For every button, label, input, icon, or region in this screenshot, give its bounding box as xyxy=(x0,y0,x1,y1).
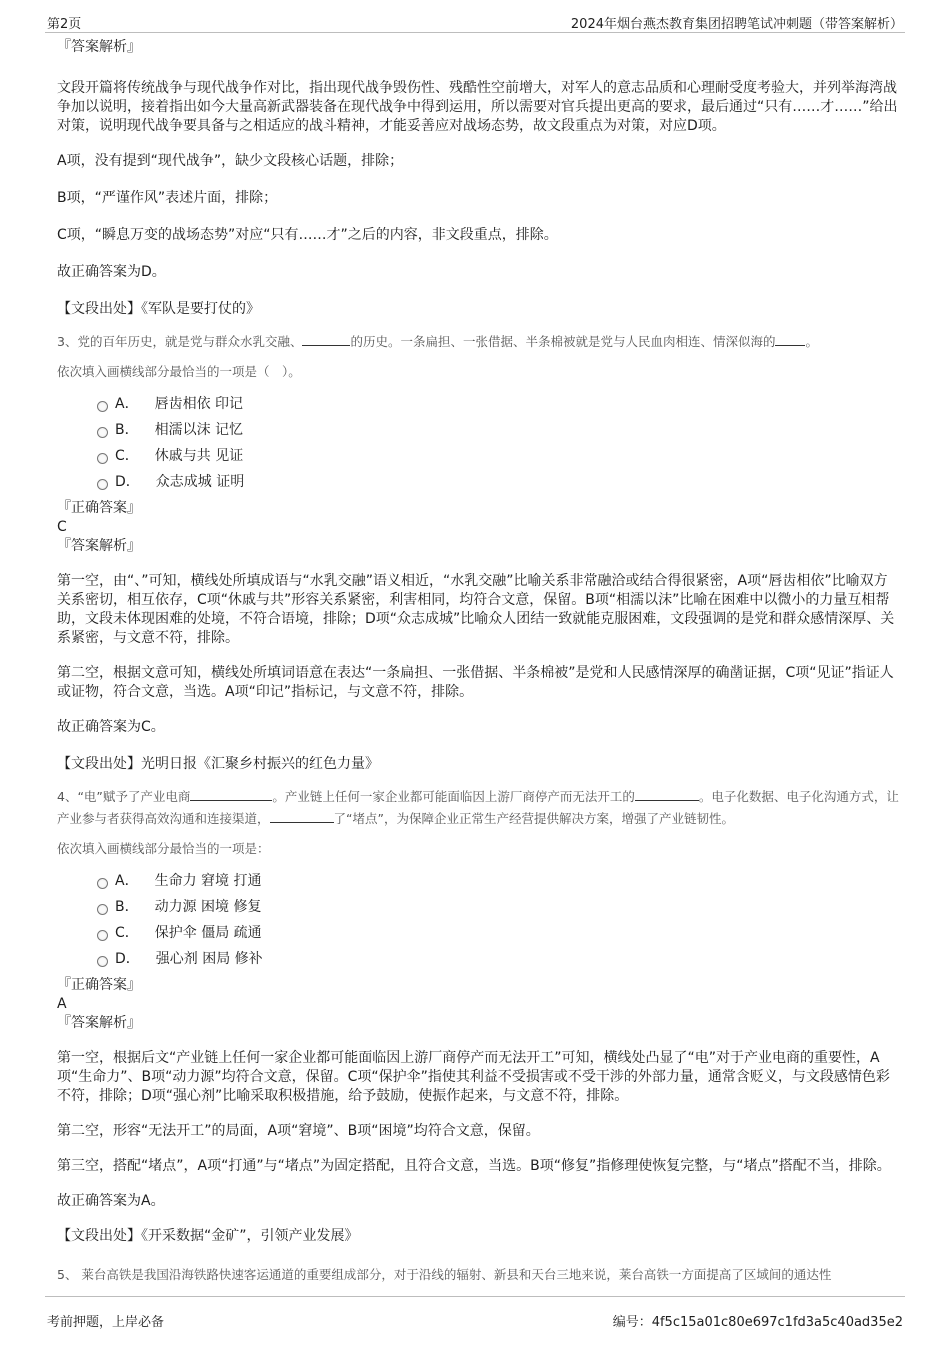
source-citation: 【文段出处】光明日报《汇聚乡村振兴的红色力量》 xyxy=(57,756,379,772)
page-content xyxy=(57,38,899,1296)
analysis-paragraph: 第一空，根据后文“产业链上任何一家企业都可能面临因上游厂商停产而无法开工”可知，横线处凸显了“电”对于产业电商的重要性，A项“生命力”、B项“动力源”均符合文意，保留。C项“保护伞”指使其利益不受损害或不受干涉的外部力量，通常含贬义，与文段感情色彩不符，排除；D项“强心剂”比喻采取积极措施，给予鼓励，使振作起来，与文意不符，排除。 xyxy=(57,1050,890,1104)
question-stem: 3、党的百年历史，就是党与群众水乳交融、 的历史。一条扁担、一张借据、半条棉被就是党与人民血肉相连、情深似海的 。 xyxy=(57,334,818,349)
radio-icon[interactable] xyxy=(97,479,108,490)
question-prompt: 依次填入画横线部分最恰当的一项是（ ）。 xyxy=(57,364,301,379)
analysis-paragraph: A项，没有提到“现代战争”，缺少文段核心话题，排除； xyxy=(57,153,404,169)
radio-icon[interactable] xyxy=(97,930,108,941)
fill-blank xyxy=(190,788,272,801)
option-a[interactable]: A． 生命力 窘境 打通 xyxy=(57,868,899,894)
answer-label: 『正确答案』 xyxy=(57,977,141,993)
option-d[interactable]: D． 众志成城 证明 xyxy=(57,469,899,495)
radio-icon[interactable] xyxy=(97,878,108,889)
option-list xyxy=(57,868,899,972)
analysis-paragraph: B项，“严谨作风”表述片面，排除； xyxy=(57,190,278,206)
fill-blank xyxy=(635,788,699,801)
conclusion: 故正确答案为C。 xyxy=(57,719,165,735)
answer-label: 『正确答案』 xyxy=(57,500,141,516)
analysis-label: 『答案解析』 xyxy=(57,538,141,554)
source-citation: 【文段出处】《军队是要打仗的》 xyxy=(57,301,260,317)
option-c[interactable]: C． 保护伞 僵局 疏通 xyxy=(57,920,899,946)
analysis-paragraph: 第二空，根据文意可知，横线处所填词语意在表达“一条扁担、一张借据、半条棉被”是党和人民感情深厚的确凿证据，C项“见证”指证人或证物，符合文意，当选。A项“印记”指标记，与文意不符，排除。 xyxy=(57,665,894,700)
analysis-label: 『答案解析』 xyxy=(57,39,141,55)
radio-icon[interactable] xyxy=(97,401,108,412)
fill-blank xyxy=(775,333,805,346)
analysis-label: 『答案解析』 xyxy=(57,1015,141,1031)
document-title: 2024年烟台燕杰教育集团招聘笔试冲刺题（带答案解析） xyxy=(570,17,903,32)
option-a[interactable]: A． 唇齿相依 印记 xyxy=(57,391,899,417)
analysis-paragraph: 第二空，形容“无法开工”的局面，A项“窘境”、B项“困境”均符合文意，保留。 xyxy=(57,1123,540,1139)
radio-icon[interactable] xyxy=(97,453,108,464)
conclusion: 故正确答案为A。 xyxy=(57,1193,165,1209)
analysis-paragraph: 文段开篇将传统战争与现代战争作对比，指出现代战争毁伤性、残酷性空前增大，对军人的意志品质和心理耐受度考验大，并列举海湾战争加以说明，接着指出如今大量高新武器装备在现代战争中得到运用，所以需要对官兵提出更高的要求，最后通过“只有……才……”给出对策，说明现代战争要具备与之相适应的战斗精神，才能妥善应对战场态势，故文段重点为对策，对应D项。 xyxy=(57,80,898,134)
conclusion: 故正确答案为D。 xyxy=(57,264,166,280)
radio-icon[interactable] xyxy=(97,904,108,915)
fill-blank xyxy=(270,810,334,823)
radio-icon[interactable] xyxy=(97,427,108,438)
analysis-paragraph: 第一空，由“、”可知，横线处所填成语与“水乳交融”语义相近，“水乳交融”比喻关系非常融洽或结合得很紧密，A项“唇齿相依”比喻双方关系密切，相互依存，C项“休戚与共”形容关系紧密，利害相同，均符合文意，保留。B项“相濡以沫”比喻在困难中以微小的力量互相帮助，文段未体现困难的处境，不符合语境，排除；D项“众志成城”比喻众人团结一致就能克服困难，文段强调的是党和群众感情深厚、关系紧密，与文意不符，排除。 xyxy=(57,573,895,646)
fill-blank xyxy=(302,333,350,346)
radio-icon[interactable] xyxy=(97,956,108,967)
option-b[interactable]: B． 动力源 困境 修复 xyxy=(57,894,899,920)
page-number: 第2页 xyxy=(47,17,82,32)
option-b[interactable]: B． 相濡以沫 记忆 xyxy=(57,417,899,443)
analysis-paragraph: 第三空，搭配“堵点”，A项“打通”与“堵点”为固定搭配，且符合文意，当选。B项“修复”指修理使恢复完整，与“堵点”搭配不当，排除。 xyxy=(57,1158,891,1174)
source-citation: 【文段出处】《开采数据“金矿”，引领产业发展》 xyxy=(57,1228,359,1244)
page-header xyxy=(45,0,905,33)
correct-answer: C xyxy=(57,519,67,535)
question-stem: 5、 莱台高铁是我国沿海铁路快速客运通道的重要组成部分，对于沿线的辐射、新县和天台三地来说，莱台高铁一方面提高了区域间的通达性 xyxy=(57,1267,832,1282)
question-prompt: 依次填入画横线部分最恰当的一项是： xyxy=(57,841,270,856)
analysis-paragraph: C项，“瞬息万变的战场态势”对应“只有……才”之后的内容，非文段重点，排除。 xyxy=(57,227,558,243)
option-c[interactable]: C． 休戚与共 见证 xyxy=(57,443,899,469)
document-id: 编号：4f5c15a01c80e697c1fd3a5c40ad35e2 xyxy=(612,1315,903,1330)
page-footer xyxy=(45,1296,905,1345)
correct-answer: A xyxy=(57,996,67,1012)
option-d[interactable]: D． 强心剂 困局 修补 xyxy=(57,946,899,972)
option-list xyxy=(57,391,899,495)
question-stem: 4、“电”赋予了产业电商 。产业链上任何一家企业都可能面临因上游厂商停产而无法开工的 。电子化数据、电子化沟通方式，让产业参与者获得高效沟通和连接渠道， 了“堵点”，为保障企业正常生产经营提供解决方案，增强了产业链韧性。 xyxy=(57,789,899,826)
footer-slogan: 考前押题，上岸必备 xyxy=(47,1315,165,1330)
